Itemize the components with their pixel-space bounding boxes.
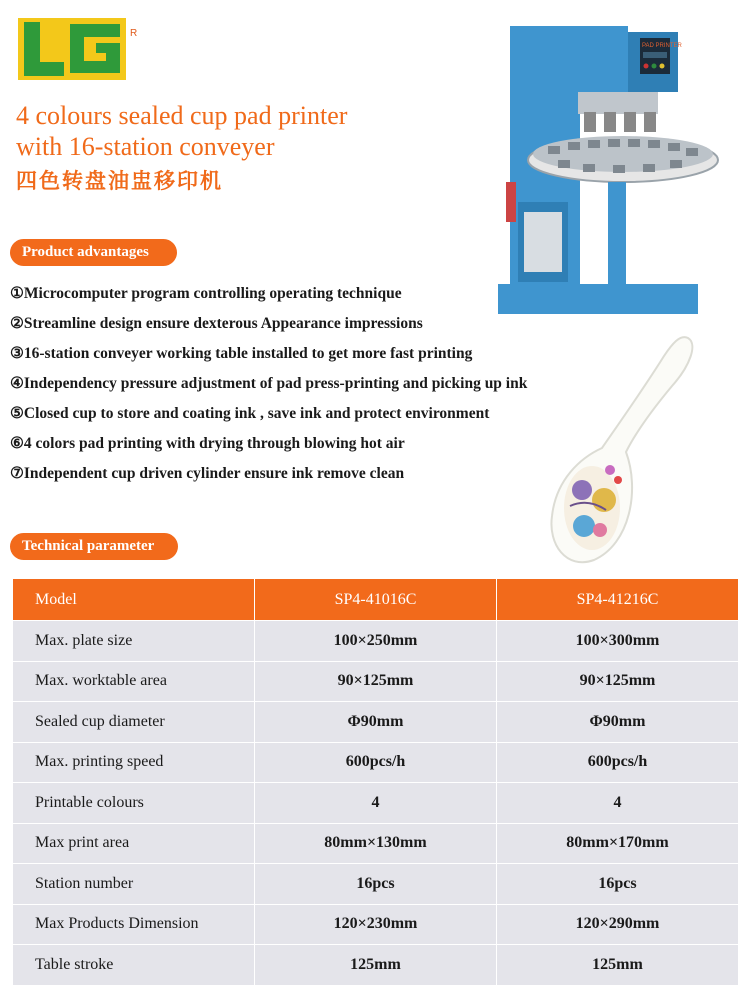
- header-model-a: SP4-41016C: [255, 579, 497, 621]
- registered-mark: R: [130, 28, 138, 39]
- title-line-2: with 16-station conveyer: [16, 132, 275, 161]
- list-item: ⑦Independent cup driven cylinder ensure ink remove clean: [10, 465, 405, 482]
- product-advantages-label: Product advantages: [10, 239, 177, 266]
- header-model: Model: [13, 579, 255, 621]
- row-label: Table stroke: [13, 945, 255, 986]
- row-value: 90×125mm: [497, 661, 739, 702]
- row-value: 80mm×130mm: [255, 823, 497, 864]
- row-value: Φ90mm: [255, 702, 497, 743]
- row-label: Max. worktable area: [13, 661, 255, 702]
- title-chinese: 四色转盘油盅移印机: [16, 169, 223, 193]
- list-item: ④Independency pressure adjustment of pad press-printing and picking up ink: [10, 375, 528, 392]
- row-value: 600pcs/h: [497, 742, 739, 783]
- pad-printer-image: [488, 22, 720, 322]
- row-value: 600pcs/h: [255, 742, 497, 783]
- row-value: 16pcs: [497, 864, 739, 905]
- row-label: Station number: [13, 864, 255, 905]
- row-label: Max. printing speed: [13, 742, 255, 783]
- row-value: 90×125mm: [255, 661, 497, 702]
- list-item: ⑥4 colors pad printing with drying through blowing hot air: [10, 435, 405, 452]
- row-label: Sealed cup diameter: [13, 702, 255, 743]
- row-label: Max Products Dimension: [13, 904, 255, 945]
- row-value: Φ90mm: [497, 702, 739, 743]
- table-row: [13, 661, 739, 702]
- header-model-b: SP4-41216C: [497, 579, 739, 621]
- row-value: 4: [255, 783, 497, 824]
- technical-parameter-table: [12, 578, 739, 986]
- row-label: Max. plate size: [13, 621, 255, 662]
- row-value: 120×230mm: [255, 904, 497, 945]
- table-row: [13, 783, 739, 824]
- product-title: [16, 100, 486, 196]
- table-row: [13, 742, 739, 783]
- row-value: 16pcs: [255, 864, 497, 905]
- advantages-list: [10, 283, 610, 493]
- table-row: [13, 702, 739, 743]
- technical-parameter-label: Technical parameter: [10, 533, 178, 560]
- brand-logo: [16, 14, 138, 84]
- list-item: ②Streamline design ensure dexterous Appearance impressions: [10, 315, 423, 332]
- title-line-1: 4 colours sealed cup pad printer: [16, 101, 348, 130]
- row-value: 125mm: [497, 945, 739, 986]
- table-row: [13, 904, 739, 945]
- table-header-row: [13, 579, 739, 621]
- list-item: ①Microcomputer program controlling operating technique: [10, 285, 402, 302]
- table-row: [13, 945, 739, 986]
- row-value: 100×250mm: [255, 621, 497, 662]
- table-row: [13, 621, 739, 662]
- row-value: 80mm×170mm: [497, 823, 739, 864]
- table-row: [13, 864, 739, 905]
- list-item: ③16-station conveyer working table installed to get more fast printing: [10, 345, 473, 362]
- row-value: 120×290mm: [497, 904, 739, 945]
- row-value: 100×300mm: [497, 621, 739, 662]
- row-value: 125mm: [255, 945, 497, 986]
- row-label: Max print area: [13, 823, 255, 864]
- machine-label: PAD PRINTER: [642, 43, 682, 49]
- table-row: [13, 823, 739, 864]
- list-item: ⑤Closed cup to store and coating ink , save ink and protect environment: [10, 405, 490, 422]
- row-value: 4: [497, 783, 739, 824]
- row-label: Printable colours: [13, 783, 255, 824]
- lc-logo-icon: [16, 14, 128, 84]
